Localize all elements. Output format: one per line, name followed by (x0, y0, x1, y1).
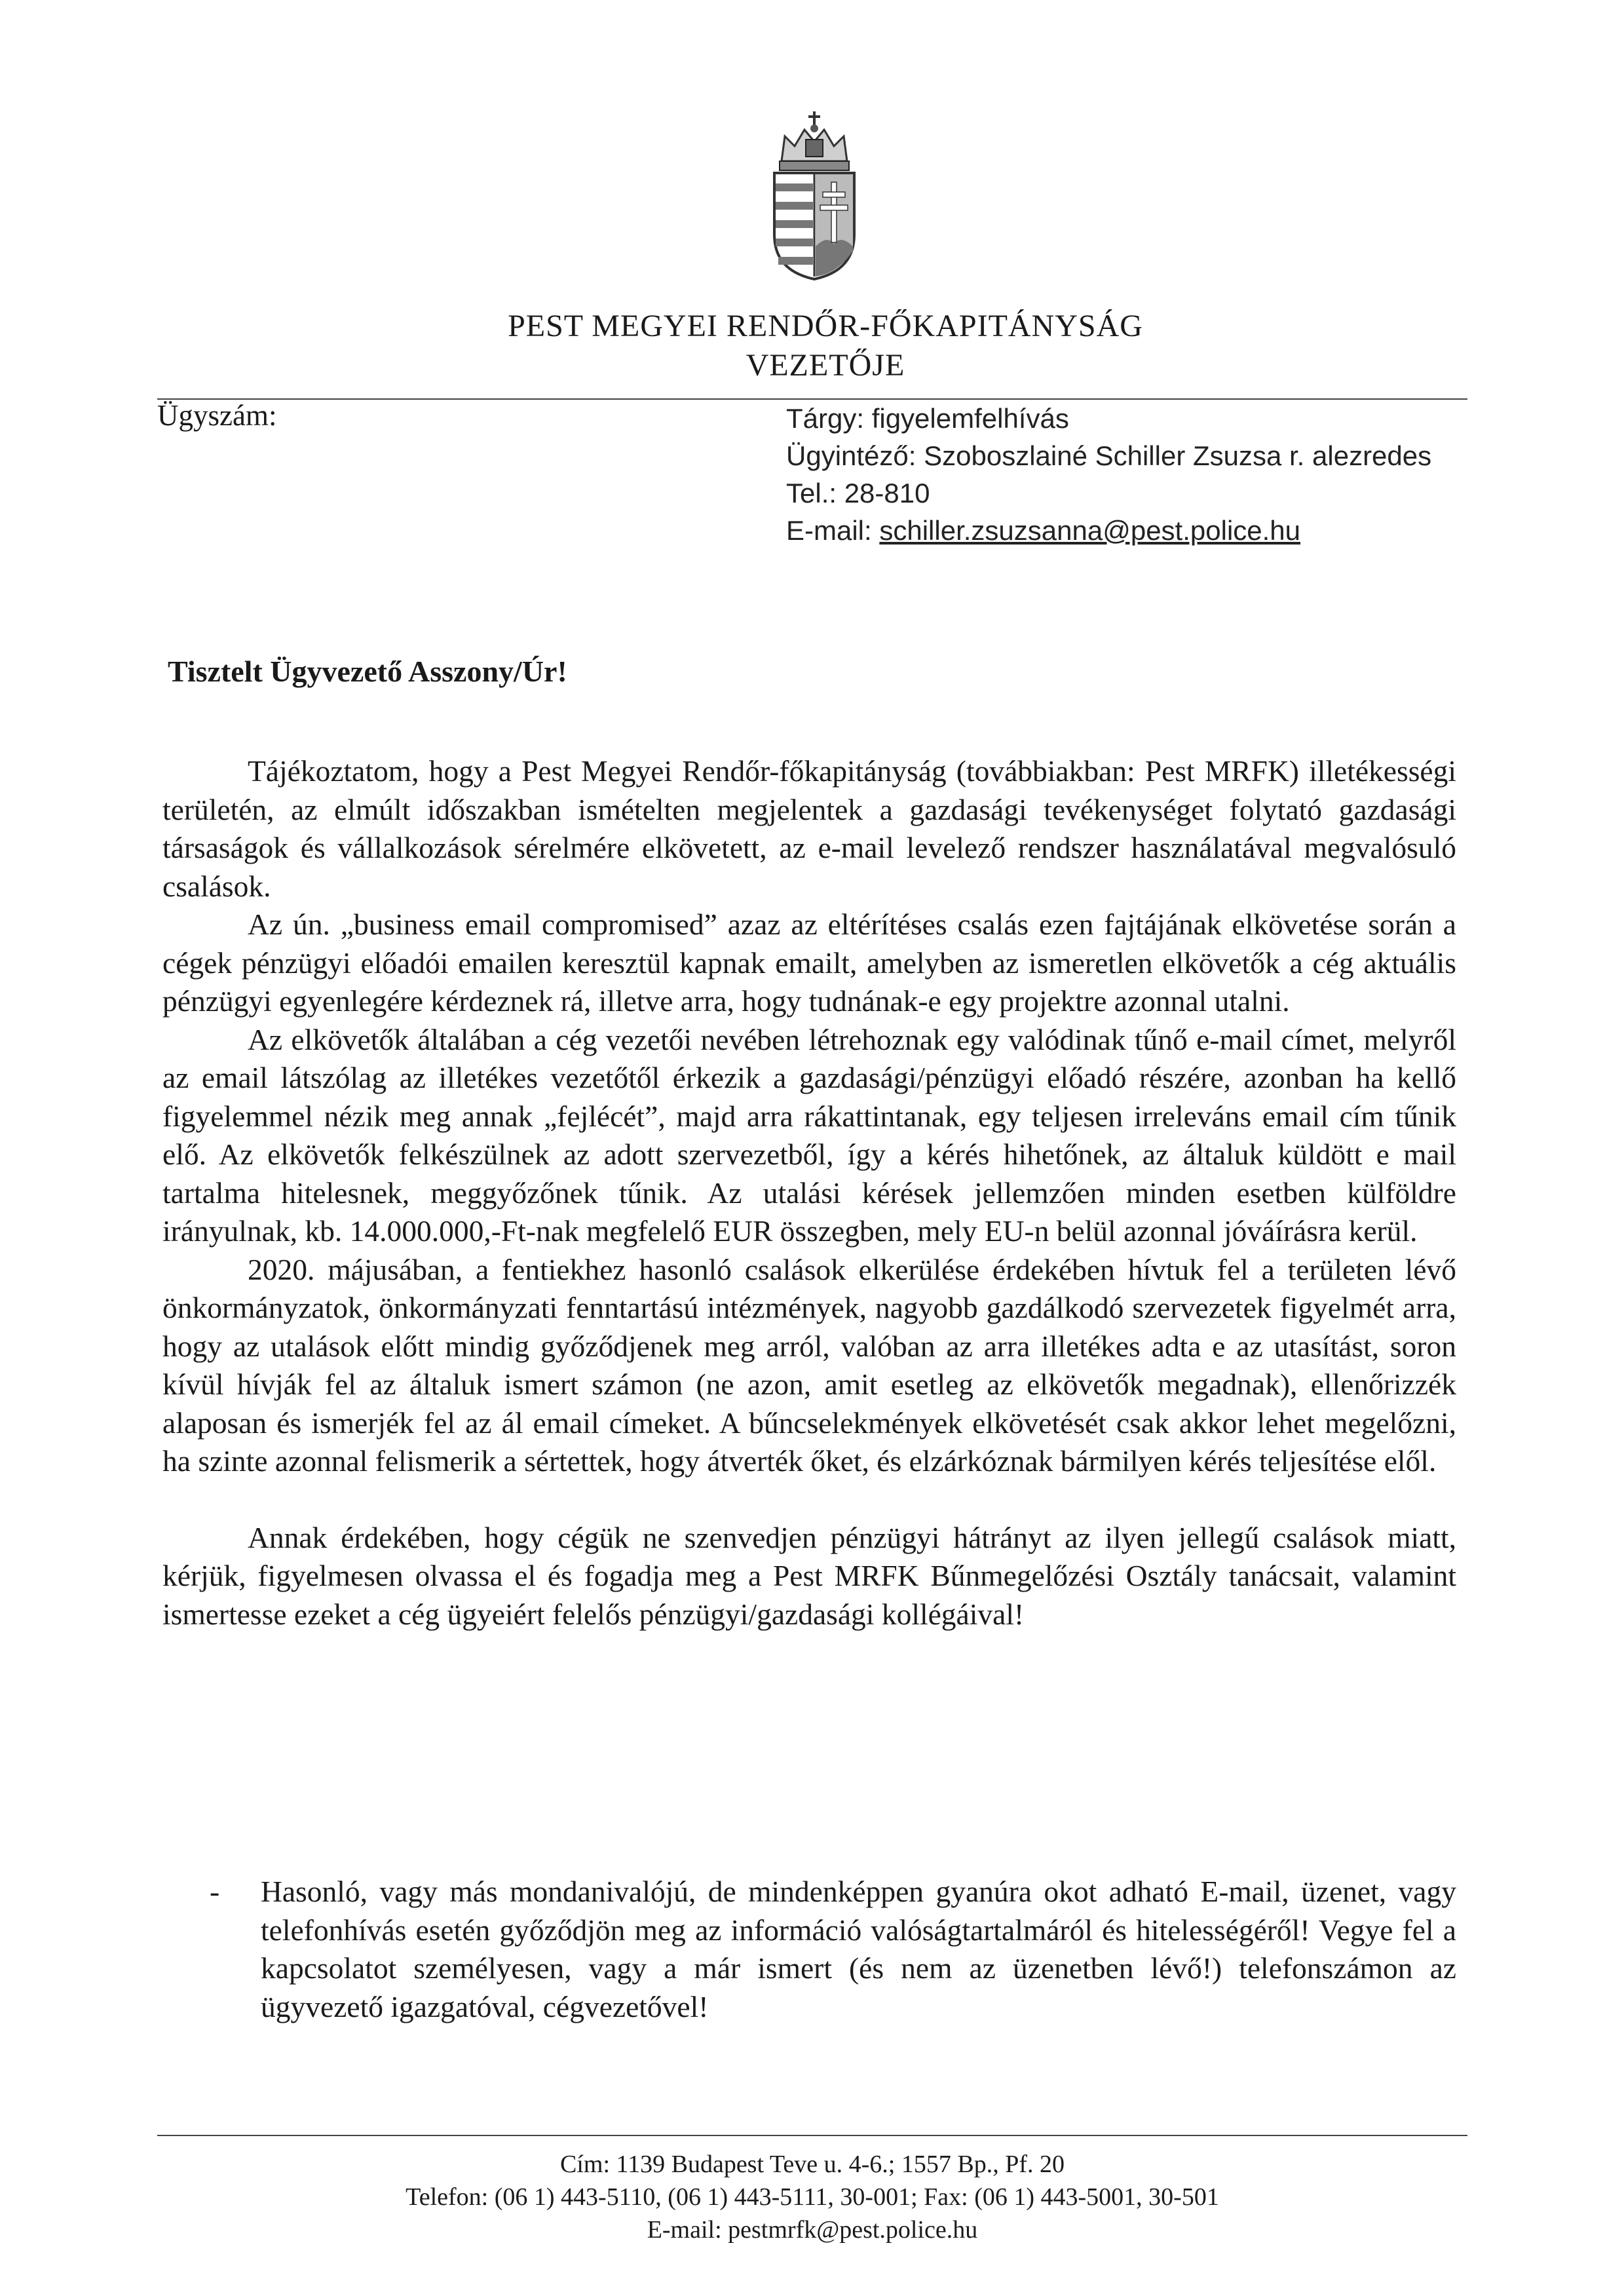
list-dash: - (210, 1875, 220, 1908)
advice-list-item (162, 1873, 1456, 2026)
letter-body (162, 752, 1456, 1634)
footer-phone: Telefon: (06 1) 443-5110, (06 1) 443-5111, 30-001; Fax: (06 1) 443-5001, 30-501 (406, 2183, 1219, 2211)
paragraph: 2020. májusában, a fentiekhez hasonló csalások elkerülése érdekében hívtuk fel a területen lévő önkormányzatok, önkormányzati fenntartású intézmények, nagyobb gazdálkodó szervezetek figyelmét arra, hogy az utalások előtt mindig győződjenek meg arról, valóban az arra illetékes adta e az utasítást, soron kívül hívják fel az általuk ismert számon (ne azon, amit esetleg az elkövetők megadnak), ellenőrizzék alaposan és ismerjék fel az ál email címeket. A bűncselekmények elkövetését csak akkor lehet megelőzni, ha szinte azonnal felismerik a sértettek, hogy átverték őket, és elzárkóznak bármilyen kérés teljesítése elől. (162, 1252, 1456, 1478)
organization-name: PEST MEGYEI RENDŐR-FŐKAPITÁNYSÁG (508, 309, 1143, 343)
organization-header (367, 307, 1284, 385)
case-officer-line: Ügyintéző: Szoboszlainé Schiller Zsuzsa r. alezredes (786, 440, 1432, 471)
advice-text: Hasonló, vagy más mondanivalójú, de mindenképpen gyanúra okot adható E-mail, üzenet, vagy telefonhívás esetén győződjön meg az információ valóságtartalmáról és hitelességéről! Vegye fel a kapcsolatot személyesen, vagy a már ismert (és nem az üzenetben lévő!) telefonszámon az ügyvezető igazgatóval, cégvezetővel! (261, 1875, 1456, 2023)
organization-subtitle: VEZETŐJE (746, 348, 905, 383)
email-link[interactable]: schiller.zsuzsanna@pest.police.hu (879, 515, 1301, 546)
footer-email: E-mail: pestmrfk@pest.police.hu (647, 2216, 978, 2244)
footer (157, 2148, 1467, 2246)
case-number-label: Ügyszám: (157, 399, 277, 432)
email-label: E-mail: (786, 515, 880, 546)
footer-address: Cím: 1139 Budapest Teve u. 4-6.; 1557 Bp., Pf. 20 (560, 2151, 1065, 2178)
paragraph: Az ún. „business email compromised” azaz az eltérítéses csalás ezen fajtájának elkövetése során a cégek pénzügyi előadói emailen keresztül kapnak emailt, amelyben az ismeretlen elkövetők a cég aktuális pénzügyi egyenlegére kérdeznek rá, illetve arra, hogy tudnának-e egy projektre azonnal utalni. (162, 908, 1456, 1018)
paragraph: Annak érdekében, hogy cégük ne szenvedjen pénzügyi hátrányt az ilyen jellegű csalások miatt, kérjük, figyelmesen olvassa el és fogadja meg a Pest MRFK Bűnmegelőzési Osztály tanácsait, valamint ismertesse ezeket a cég ügyeiért felelős pénzügyi/gazdasági kollégáival! (162, 1520, 1456, 1631)
salutation: Tisztelt Ügyvezető Asszony/Úr! (168, 655, 567, 688)
subject-line: Tárgy: figyelemfelhívás (786, 403, 1069, 434)
email-line (786, 512, 1431, 549)
paragraph: Az elkövetők általában a cég vezetői nevében létrehoznak egy valódinak tűnő e-mail címet, melyről az email látszólag az illetékes vezetőtől érkezik a gazdasági/pénzügyi előadó részére, azonban ha kellő figyelemmel nézik meg annak „fejlécét”, majd arra rákattintanak, egy teljesen irreleváns email cím tűnik elő. Az elkövetők felkészülnek az adott szervezetből, így a kérés hihetőnek, az általuk küldött e mail tartalma hitelesnek, meggyőzőnek tűnik. Az utalási kérések jellemzően minden esetben külföldre irányulnak, kb. 14.000.000,-Ft-nak megfelelő EUR összegben, mely EU-n belül azonnal jóváírásra kerül. (162, 1022, 1456, 1248)
letter-metadata (786, 400, 1431, 549)
phone-line: Tel.: 28-810 (786, 478, 930, 508)
coat-of-arms-icon (765, 110, 863, 280)
paragraph: Tájékoztatom, hogy a Pest Megyei Rendőr-főkapitányság (továbbiakban: Pest MRFK) illetékességi területén, az elmúlt időszakban ismételten megjelentek a gazdasági tevékenységet folytató gazdasági társaságok és vállalkozások sérelmére elkövetett, az e-mail levelező rendszer használatával megvalósuló csalások. (162, 754, 1456, 903)
footer-divider (157, 2135, 1467, 2136)
